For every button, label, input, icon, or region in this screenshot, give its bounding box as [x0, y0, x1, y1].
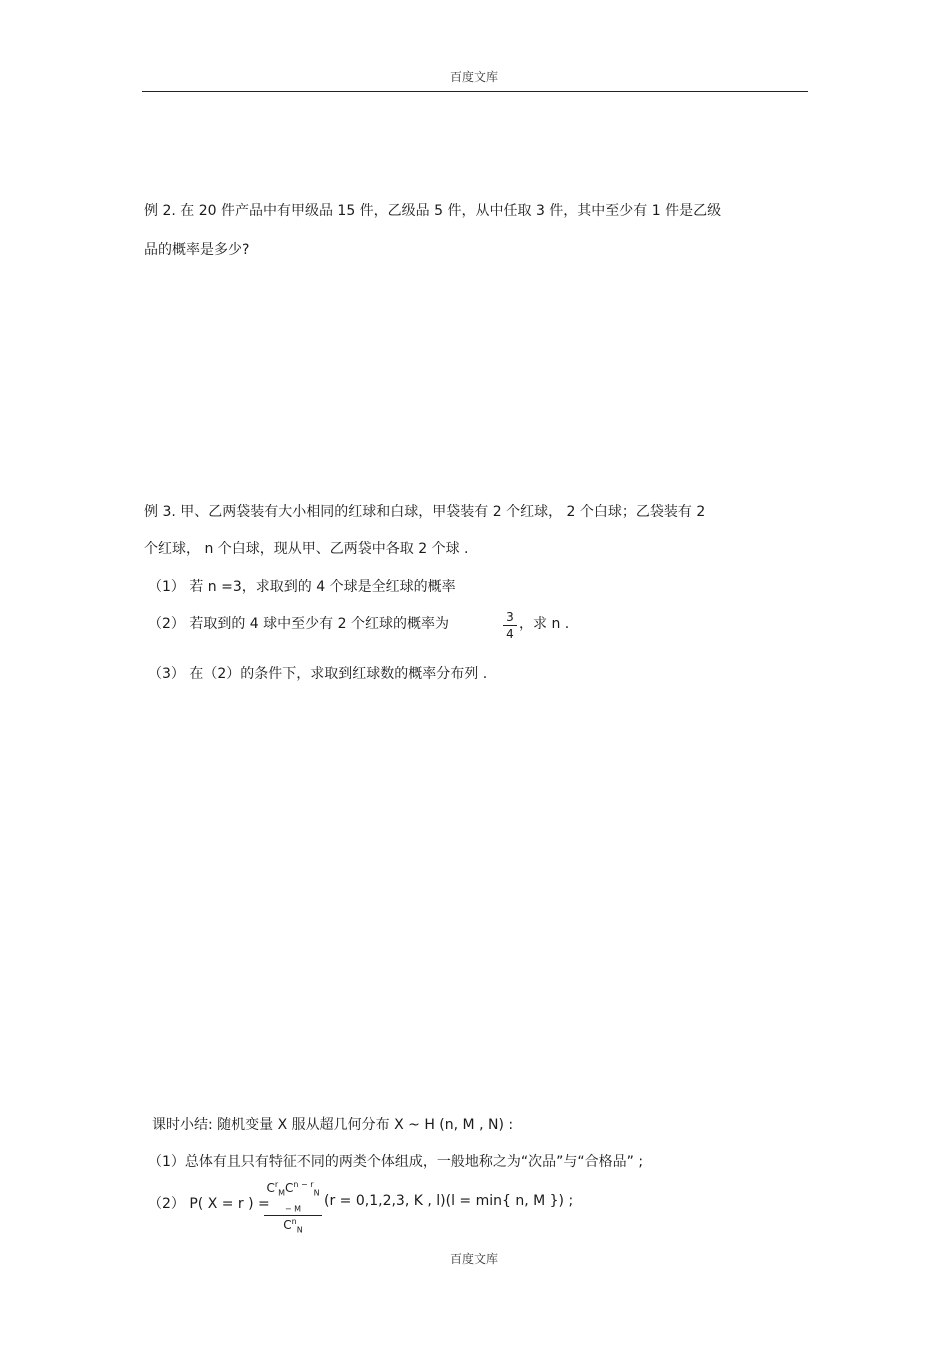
- page-footer: 百度文库: [450, 1252, 499, 1266]
- header-rule: [142, 91, 808, 92]
- fraction-denominator: $C^n_N$: [283, 1216, 303, 1235]
- example-3-line-1: 例 3. 甲、乙两袋装有大小相同的红球和白球，甲袋装有 2 个红球， 2 个白球；乙袋装有 2: [144, 504, 706, 520]
- example-3-line-2: 个红球， n 个白球，现从甲、乙两袋中各取 2 个球 .: [144, 541, 469, 557]
- example-2-line-2: 品的概率是多少?: [144, 242, 250, 258]
- fraction-bar: [264, 1215, 322, 1216]
- summary-item-1: （1）总体有且只有特征不同的两类个体组成，一般地称之为“次品”与“合格品” ;: [148, 1154, 644, 1170]
- example-3-question-3: （3） 在（2）的条件下，求取到红球数的概率分布列 .: [148, 666, 488, 682]
- example-3-question-2-prefix: （2） 若取到的 4 球中至少有 2 个红球的概率为: [148, 616, 449, 632]
- example-2-line-1: 例 2. 在 20 件产品中有甲级品 15 件，乙级品 5 件，从中任取 3 件，其中至少有 1 件是乙级: [144, 203, 722, 219]
- hypergeometric-fraction: [264, 1180, 322, 1234]
- fraction-numerator: 3: [506, 610, 514, 624]
- fraction-numerator: $C^r_MC^{n - r}_{N - M}$: [266, 1180, 320, 1214]
- example-3-question-1: （1） 若 n =3，求取到的 4 个球是全红球的概率: [148, 579, 456, 595]
- example-3-question-2-suffix: ，求 n .: [519, 616, 570, 632]
- summary-item-2-prefix: （2） P( X = r ) =: [148, 1196, 270, 1212]
- fraction-denominator: 4: [506, 627, 514, 641]
- summary-item-2-suffix: (r = 0,1,2,3, K , l)(l = min{ n, M }) ;: [324, 1193, 574, 1209]
- summary-title: 课时小结: 随机变量 X 服从超几何分布 X ~ H (n, M , N) :: [152, 1117, 514, 1133]
- fraction-bar: [503, 625, 517, 626]
- page-header: 百度文库: [450, 70, 499, 84]
- probability-fraction: [503, 610, 517, 641]
